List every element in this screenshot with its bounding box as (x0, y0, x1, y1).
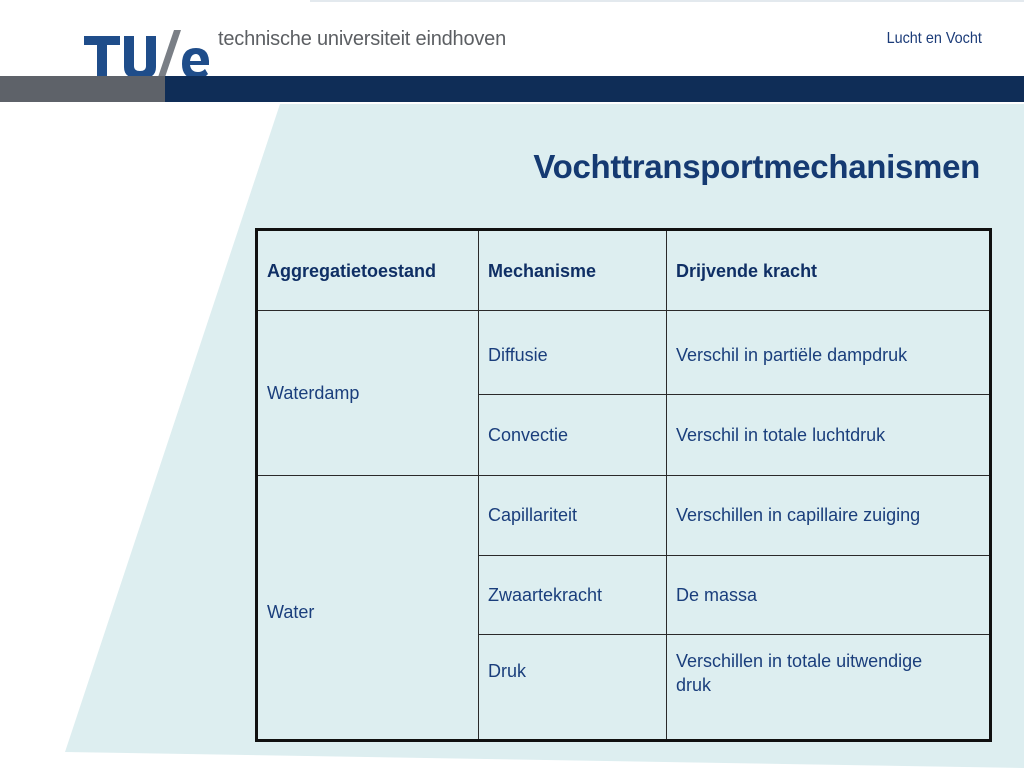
force-cell: Verschil in partiële dampdruk (676, 345, 908, 365)
slide-topic: Lucht en Vocht (886, 30, 982, 47)
header-top-line (310, 0, 1024, 2)
state-cell-water: Water (267, 601, 315, 622)
mechanism-cell: Druk (488, 661, 527, 681)
slide-title: Vochttransportmechanismen (533, 148, 980, 185)
mechanism-cell: Convectie (488, 425, 569, 445)
force-cell: Verschillen in totale uitwendige druk (676, 651, 923, 695)
slide-header (0, 0, 1024, 104)
header-band-blue (165, 76, 1024, 102)
force-cell: De massa (676, 585, 758, 605)
mechanism-cell: Diffusie (488, 345, 548, 365)
mechanism-cell: Capillariteit (488, 505, 578, 525)
force-cell: Verschil in totale luchtdruk (676, 425, 886, 445)
header-band-grey (0, 76, 165, 102)
mechanism-cell: Zwaartekracht (488, 585, 603, 605)
column-header-state: Aggregatietoestand (267, 260, 437, 281)
university-tagline: technische universiteit eindhoven (218, 28, 507, 50)
mechanism-table (255, 228, 992, 742)
column-header-force: Drijvende kracht (676, 260, 818, 281)
force-cell: Verschillen in capillaire zuiging (676, 505, 921, 525)
state-cell-waterdamp: Waterdamp (267, 383, 360, 403)
column-header-mechanism: Mechanisme (488, 260, 597, 281)
